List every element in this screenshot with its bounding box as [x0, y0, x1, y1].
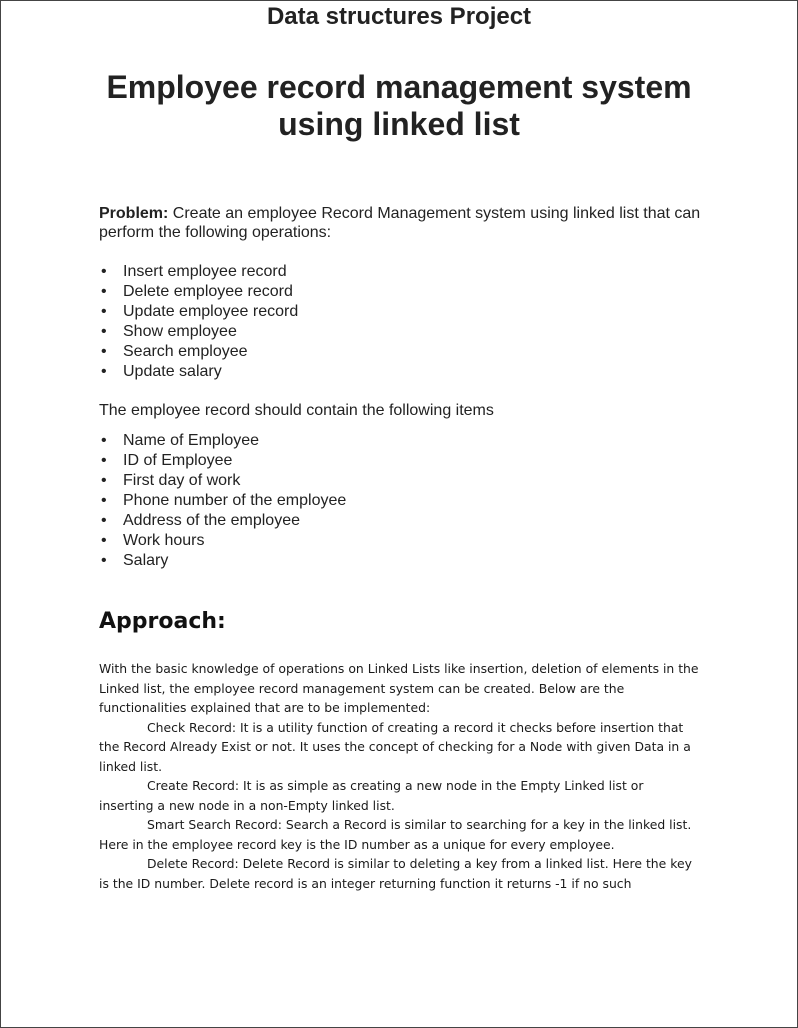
list-item: [99, 551, 346, 571]
list-item-label: Delete employee record: [123, 283, 293, 300]
list-item: [99, 262, 298, 282]
list-item: [99, 322, 298, 342]
list-item: [99, 511, 346, 531]
bullet-icon: •: [101, 363, 107, 380]
approach-heading: Approach:: [99, 609, 226, 634]
operations-list: [99, 262, 298, 382]
list-item-label: Phone number of the employee: [123, 492, 347, 509]
list-item: [99, 451, 346, 471]
list-item-label: ID of Employee: [123, 452, 233, 469]
bullet-icon: •: [101, 532, 107, 549]
bullet-icon: •: [101, 552, 107, 569]
bullet-icon: •: [101, 343, 107, 360]
bullet-icon: •: [101, 263, 107, 280]
bullet-icon: •: [101, 512, 107, 529]
bullet-icon: •: [101, 452, 107, 469]
problem-text: Create an employee Record Management system using linked list that can perform the following operations:: [99, 205, 701, 241]
approach-paragraph: Create Record: It is as simple as creating a new node in the Empty Linked list or inserting a new node in a non-Empty linked list.: [99, 778, 644, 813]
list-item: [99, 431, 346, 451]
bullet-icon: •: [101, 432, 107, 449]
list-item: [99, 342, 298, 362]
header-title: Data structures Project: [266, 3, 532, 30]
list-item: [99, 362, 298, 382]
approach-paragraph: Check Record: It is a utility function of creating a record it checks before insertion that the Record Already Exist or not. It uses the concept of checking for a Node with given Data in a linked list.: [99, 719, 691, 774]
list-item: [99, 471, 346, 491]
approach-paragraph: Delete Record: Delete Record is similar to deleting a key from a linked list. Here the key is the ID number. Delete record is an integer returning function it returns -1 if no such: [99, 856, 692, 891]
approach-paragraph: Smart Search Record: Search a Record is similar to searching for a key in the linked list. Here in the employee record key is the ID number as a unique for every employee.: [99, 817, 692, 852]
problem-statement: [99, 204, 719, 242]
list-item-label: Name of Employee: [123, 432, 260, 449]
list-item-label: Work hours: [123, 532, 205, 549]
record-items-list: [99, 431, 346, 571]
bullet-icon: •: [101, 492, 107, 509]
list-item-label: Show employee: [123, 323, 237, 340]
bullet-icon: •: [101, 472, 107, 489]
list-item-label: Insert employee record: [123, 263, 287, 280]
list-item-label: Update employee record: [123, 303, 299, 320]
list-item-label: Salary: [123, 552, 169, 569]
bullet-icon: •: [101, 283, 107, 300]
record-intro: The employee record should contain the following items: [99, 402, 494, 419]
list-item: [99, 302, 298, 322]
list-item: [99, 491, 346, 511]
bullet-icon: •: [101, 303, 107, 320]
list-item-label: Update salary: [123, 363, 222, 380]
list-item: [99, 282, 298, 302]
list-item-label: First day of work: [123, 472, 241, 489]
list-item-label: Search employee: [123, 343, 248, 360]
approach-paragraph: With the basic knowledge of operations on Linked Lists like insertion, deletion of elements in the Linked list, the employee record management system can be created. Below are the functionalities explained that are to be implemented:: [99, 661, 699, 715]
approach-body: [99, 659, 699, 893]
problem-label: Problem:: [99, 205, 169, 222]
bullet-icon: •: [101, 323, 107, 340]
list-item-label: Address of the employee: [123, 512, 300, 529]
list-item: [99, 531, 346, 551]
page-title: Employee record management system using linked list: [106, 69, 692, 142]
